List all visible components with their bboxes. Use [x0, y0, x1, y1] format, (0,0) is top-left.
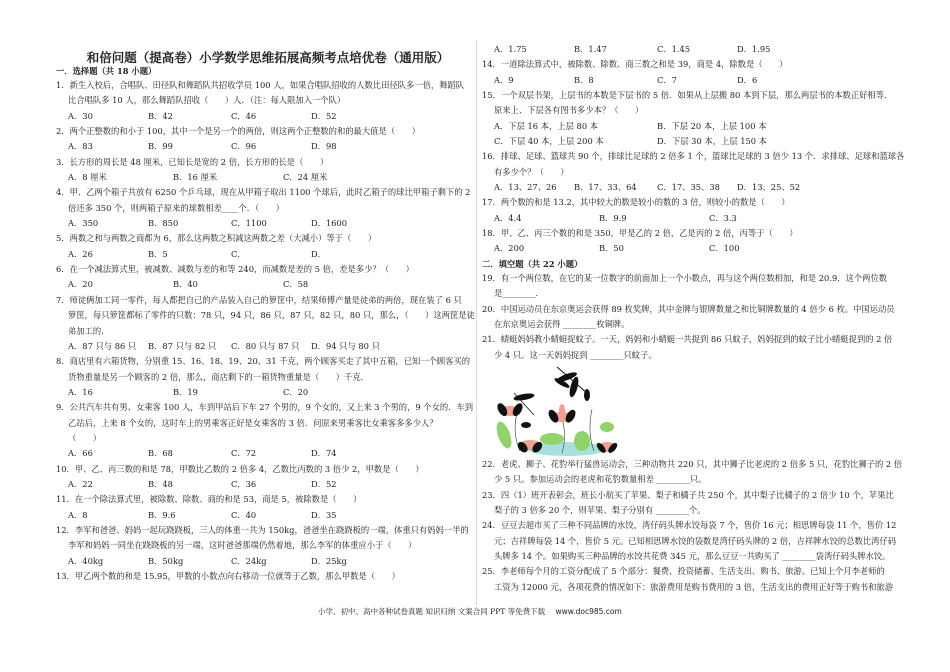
answer-option[interactable]: D．下层 30 本，上层 150 本: [657, 136, 767, 147]
answer-option[interactable]: B．50: [599, 243, 624, 254]
question-item: [482, 57, 912, 72]
right-column: [482, 42, 912, 595]
column-divider: [476, 40, 477, 605]
question-item: [482, 149, 912, 180]
question-text-line: （ ）: [68, 432, 102, 443]
answer-option[interactable]: C．1.45: [657, 44, 691, 54]
answer-options: [56, 477, 471, 492]
answer-options: [56, 554, 471, 569]
question-item: [56, 354, 471, 385]
question-text-line: 17．两个数的和是 13.2，其中较大的数是较小的数的 3 倍，则较小的数是（ ）: [482, 197, 790, 208]
question-text-line: 货物重量是另一个顾客的 2 倍，那么，商店剩下的一箱货物重量是（ ）千克．: [68, 371, 369, 382]
answer-options: [482, 211, 912, 226]
answer-options: [482, 241, 912, 256]
question-item: [482, 518, 912, 564]
question-text-line: 在东京奥运会获得 ________枚铜牌。: [494, 318, 630, 329]
question-item: [56, 78, 471, 109]
answer-option[interactable]: B．99: [148, 141, 173, 152]
question-item: [56, 293, 475, 339]
answer-option[interactable]: A．200: [494, 243, 525, 254]
answer-option[interactable]: D．74: [311, 448, 337, 459]
answer-option[interactable]: B．50kg: [148, 555, 184, 566]
answer-options: [56, 339, 471, 354]
answer-option[interactable]: A．350: [68, 218, 99, 229]
answer-options: [56, 139, 471, 154]
question-text-line: 4．甲、乙两个箱子共放有 6250 个乒乓球，现在从甲箱子取出 1100 个球后，此时乙箱子的球比甲箱子剩下的 2: [56, 187, 471, 198]
answer-option[interactable]: B．5: [148, 248, 168, 259]
question-item: [56, 231, 471, 246]
answer-option[interactable]: B．1.47: [574, 44, 607, 54]
answer-option[interactable]: D．1600: [311, 218, 348, 229]
question-text-line: 李军和妈妈一同坐在跷跷板的另一端，这时爸爸那端仍然着地，那么李军的体重应小于（ ）: [68, 540, 417, 551]
answer-options: [56, 170, 471, 185]
question-item: [56, 492, 471, 507]
question-text-line: 24．豆豆去超市买了三种不同品牌的水饺，湾仔码头牌水饺每袋 7 个，售价 16 元；相思牌每袋 11 个，售价 12: [482, 520, 897, 531]
answer-option[interactable]: B．9.6: [148, 509, 176, 520]
answer-option[interactable]: D．25kg: [311, 555, 347, 566]
question-item: [56, 400, 474, 446]
answer-option[interactable]: B．8: [574, 74, 594, 85]
answer-options: [482, 42, 912, 57]
question-text-line: 有多少个？（ ）: [494, 166, 569, 177]
question-text-line: 11．在一个除法算式里，被除数、除数、商的和是 53，商是 5，被除数是（ ）: [56, 494, 362, 505]
question-text-line: 10．甲、乙、丙三数的和是 78，甲数比乙数的 2 倍多 4，乙数比丙数的 3 倍少 2，甲数是（ ）: [56, 463, 424, 474]
answer-options: [482, 134, 912, 149]
question-text-line: 5．两数之和与两数之商都为 6，那么这两数之积减这两数之差（大减小）等于（ ）: [56, 233, 377, 244]
question-text-line: 6．在一个减法算式里，被减数、减数与差的和等 240，而减数是差的 5 倍，差是多少？（ ）: [56, 264, 414, 275]
answer-option[interactable]: A．26: [68, 248, 93, 259]
question-text-line: 少 4 只。这一天妈妈捉到 ________只蚊子。: [494, 349, 657, 360]
answer-option[interactable]: A．30: [68, 110, 93, 121]
question-text-line: 弟加工的．: [68, 325, 110, 336]
footer-url: www.doc985.com: [555, 607, 622, 616]
question-item: [56, 185, 471, 216]
footer-text: 小学、初中、高中各种试卷真题 知识归纳 文案合同 PPT 等免费下载: [318, 607, 546, 616]
question-text-line: 倍还多 350 个，则两箱子原来的球数相差____个．（ ）: [68, 202, 285, 213]
answer-option[interactable]: B．87 只与 82 只: [148, 340, 217, 351]
question-text-line: 13．甲乙两个数的和是 15.95，甲数的小数点向右移动一位就等于乙数，那么甲数是（ ）: [56, 571, 400, 581]
answer-option[interactable]: C．96: [231, 141, 257, 152]
answer-options: [56, 446, 471, 461]
answer-option[interactable]: D．35: [311, 509, 337, 520]
question-item: [482, 332, 912, 363]
answer-option[interactable]: A．20: [68, 279, 93, 290]
answer-options: [482, 119, 912, 134]
answer-option[interactable]: B．19: [173, 386, 198, 397]
question-text-line: 元；吉祥牌每袋 14 个，售价 5 元。已知相思牌水饺的袋数是湾仔码头牌的 2 倍，吉祥牌水饺的总数比湾仔码: [494, 535, 897, 546]
answer-option[interactable]: D．94 只与 80 只: [311, 340, 380, 351]
answer-option[interactable]: A．9: [494, 74, 514, 85]
answer-option[interactable]: C．40: [231, 509, 257, 520]
question-item: [56, 262, 471, 277]
question-item: [56, 523, 471, 554]
question-text-line: 18．甲、乙、丙三个数的和是 350，甲是乙的 2 倍，乙是丙的 2 倍，丙等于（ ）: [482, 228, 798, 239]
question-item: [482, 226, 912, 241]
answer-option[interactable]: C．20: [283, 386, 309, 397]
answer-options: [482, 180, 912, 195]
answer-options: [482, 73, 912, 88]
answer-option[interactable]: C．下层 40 本，上层 200 本: [494, 136, 604, 147]
answer-option[interactable]: B．48: [148, 478, 173, 489]
answer-option[interactable]: D．52: [311, 478, 337, 489]
answer-option[interactable]: A．4.4: [494, 212, 522, 223]
question-item: [482, 302, 912, 333]
question-text-line: 比合唱队多 10 人，那么舞蹈队招收（ ）人．（注：每人限加入一个队）: [68, 95, 346, 106]
question-text-line: 15．一个双层书架，上层书的本数是下层书的 5 倍．如果从上层搬 80 本到下层，那么两层书的本数正好相等．: [482, 90, 893, 101]
answer-option[interactable]: B．9.9: [599, 212, 627, 223]
question-item: [56, 155, 471, 170]
answer-option[interactable]: B．17、33、64: [574, 182, 637, 193]
question-text-line: 工资为 12000 元，各项花费的情况如下：旅游费用是购书费用的 3 倍，生活支出的费用正好等于购书和旅游: [494, 581, 893, 592]
answer-option[interactable]: A．83: [68, 141, 93, 152]
page-footer: [318, 606, 622, 617]
answer-option[interactable]: D．6: [737, 74, 758, 85]
question-text-line: 9．公共汽车共有男、女乘客 100 人，车到甲站后下车 27 个男的，9 个女的，又上来 3 个男的，9 个女的．车到: [56, 402, 474, 413]
question-item: [56, 124, 471, 139]
question-item: [482, 488, 912, 519]
answer-option[interactable]: B．40: [173, 279, 198, 290]
answer-option[interactable]: B．850: [148, 218, 179, 229]
answer-option[interactable]: A．8 厘米: [68, 172, 107, 183]
answer-option[interactable]: A．40kg: [68, 555, 104, 566]
answer-option[interactable]: A．16: [68, 386, 93, 397]
answer-option[interactable]: A．1.75: [494, 44, 527, 54]
answer-option[interactable]: B．68: [148, 448, 173, 459]
question-text-line: 21．蜻蜓妈妈教小蜻蜓捉蚊子。一天，妈妈和小蜻蜓一共捉到 86 只蚊子，妈妈捉到的蚊子比小蜻蜓捉到的 2 倍: [482, 334, 893, 345]
answer-option[interactable]: C．100: [709, 243, 740, 254]
dragonfly-lotus-illustration: [482, 363, 912, 457]
answer-options: [56, 216, 471, 231]
answer-option[interactable]: C．24 厘米: [283, 172, 328, 183]
dragonfly-icon: [554, 367, 587, 397]
question-text-line: 是________．: [494, 288, 544, 299]
section-heading: 二．填空题（共 22 小题）: [482, 258, 583, 269]
answer-option[interactable]: C．1100: [231, 218, 267, 229]
question-item: [56, 462, 471, 477]
question-text-line: 25．李老师每个月的工资分配成了 5 个部分：餐费、投资储蓄、生活支出、购书、旅游。已知上个月李老师的: [482, 566, 885, 577]
question-text-line: 14．一道除法算式中，被除数、除数、商三数之和是 39，商是 4，除数是（ ）: [482, 59, 788, 70]
answer-option[interactable]: A．8: [68, 509, 88, 520]
question-item: [482, 195, 912, 210]
answer-option[interactable]: C．24kg: [231, 555, 267, 566]
question-item: [56, 569, 471, 584]
answer-option[interactable]: B．42: [148, 110, 173, 121]
question-text-line: 8．商店里有六箱货物，分别重 15、16、18、19、20、31 千克，两个顾客买走了其中五箱，已知一个顾客买的: [56, 356, 471, 367]
answer-option[interactable]: D．13、25、52: [737, 182, 801, 193]
answer-options: [56, 385, 471, 400]
answer-option[interactable]: D．1.95: [737, 44, 771, 54]
dragonfly-lotus-image: [482, 363, 622, 457]
answer-option[interactable]: A．13、27、26: [494, 182, 557, 193]
answer-option[interactable]: B．下层 20 本，上层 100 本: [657, 120, 767, 131]
question-text-line: 2．两个正整数的和小于 100，其中一个是另一个的两倍，则这两个正整数的和的最大值是（ ）: [56, 126, 420, 137]
answer-option[interactable]: D．: [311, 248, 326, 259]
question-item: [482, 88, 912, 119]
answer-option[interactable]: A．下层 16 本，上层 80 本: [494, 120, 599, 131]
answer-option[interactable]: A．87 只与 86 只: [68, 340, 137, 351]
section-heading: 一．选择题（共 18 小题）: [56, 66, 157, 76]
question-item: [482, 564, 912, 595]
left-column: [56, 64, 475, 584]
question-text-line: 16．排球、足球、篮球共 90 个，排球比足球的 2 倍多 1 个，篮球比足球的 3 倍少 13 个．求排球、足球和篮球各: [482, 151, 905, 162]
answer-option[interactable]: C．36: [231, 478, 257, 489]
answer-option[interactable]: C．58: [283, 279, 309, 290]
answer-option[interactable]: A．22: [68, 478, 93, 489]
question-text-line: 少 5 只。参加运动会的老虎和花豹数量相差 ________只。: [494, 474, 707, 485]
question-item: [482, 457, 912, 488]
question-text-line: 12．李军和爸爸、妈妈一起玩跷跷板，三人的体重一共为 150kg，爸爸坐在跷跷板的一端，体重只有妈妈一半的: [56, 524, 469, 535]
question-text-line: 箩筐，每只箩筐都标了零件的只数：78 只，94 只，86 只，87 只，82 只，80 只，那么，（ ）这两筐是徒: [68, 310, 475, 321]
question-text-line: 3．长方形的周长是 48 厘米，已知长是宽的 2 倍，长方形的长是（ ）: [56, 156, 329, 167]
answer-option[interactable]: C．72: [231, 448, 257, 459]
answer-options: [56, 508, 471, 523]
answer-option[interactable]: D．98: [311, 141, 337, 152]
answer-option[interactable]: C．17、35、38: [657, 182, 720, 193]
answer-option[interactable]: A．66: [68, 448, 93, 459]
document-title: 和倍问题（提高卷）小学数学思维拓展高频考点培优卷（通用版）: [86, 50, 450, 65]
answer-option[interactable]: C．7: [657, 74, 677, 85]
question-text-line: 19．有一个两位数，在它的某一位数字的前面加上一个小数点，再与这个两位数相加，和是 20.9．这个两位数: [482, 272, 888, 283]
question-text-line: 梨子的 3 倍多 20 个，则苹果、梨子分别有 ________个。: [494, 504, 706, 515]
question-text-line: 22．老虎、狮子、花豹举行猛兽运动会，三种动物共 220 只，其中狮子比老虎的 2 倍多 5 只，花豹比狮子的 2 倍: [482, 458, 903, 469]
answer-option[interactable]: C．80 只与 87 只: [231, 340, 300, 351]
question-text-line: 23．四（1）班开表彰会，班长小航买了苹果、梨子和橘子共 250 个，其中梨子比橘子的 2 倍少 10 个，苹果比: [482, 489, 894, 500]
question-text-line: 20．中国运动员在东京奥运会获得 89 枚奖牌，其中金牌与银牌数量之和比铜牌数量的 4 倍少 6 枚。中国运动员: [482, 303, 895, 314]
question-text-line: 头牌多 14 个。如果购买三种品牌的水饺共花费 345 元，那么豆豆一共购买了 ________袋湾仔码头牌水饺。: [494, 550, 891, 561]
question-text-line: 乙站后，上来 8 个女的，这时车上的男乘客正好是女乘客的 3 倍．问原来男乘客比女乘客多多少人？: [68, 417, 438, 428]
answer-option[interactable]: B．16 厘米: [173, 172, 218, 183]
question-text-line: 原来上、下层各有图书多少本？（ ）: [494, 105, 644, 116]
answer-options: [56, 247, 471, 262]
answer-option[interactable]: C．: [231, 248, 246, 259]
question-item: [482, 271, 912, 302]
answer-option[interactable]: C．3.3: [709, 212, 737, 223]
question-text-line: 1．新生入校后，合唱队、田径队和舞蹈队共招收学员 100 人，如果合唱队招收的人数比田径队多一倍，舞蹈队: [56, 80, 465, 90]
answer-option[interactable]: D．52: [311, 110, 337, 121]
answer-options: [56, 277, 471, 292]
question-text-line: 7．师徒俩加工同一零件，每人都把自己的产品装入自己的箩筐中，结果师傅产量是徒弟的两倍，现在装了 6 只: [56, 294, 462, 305]
answer-option[interactable]: C．46: [231, 110, 257, 121]
answer-options: [56, 109, 471, 124]
